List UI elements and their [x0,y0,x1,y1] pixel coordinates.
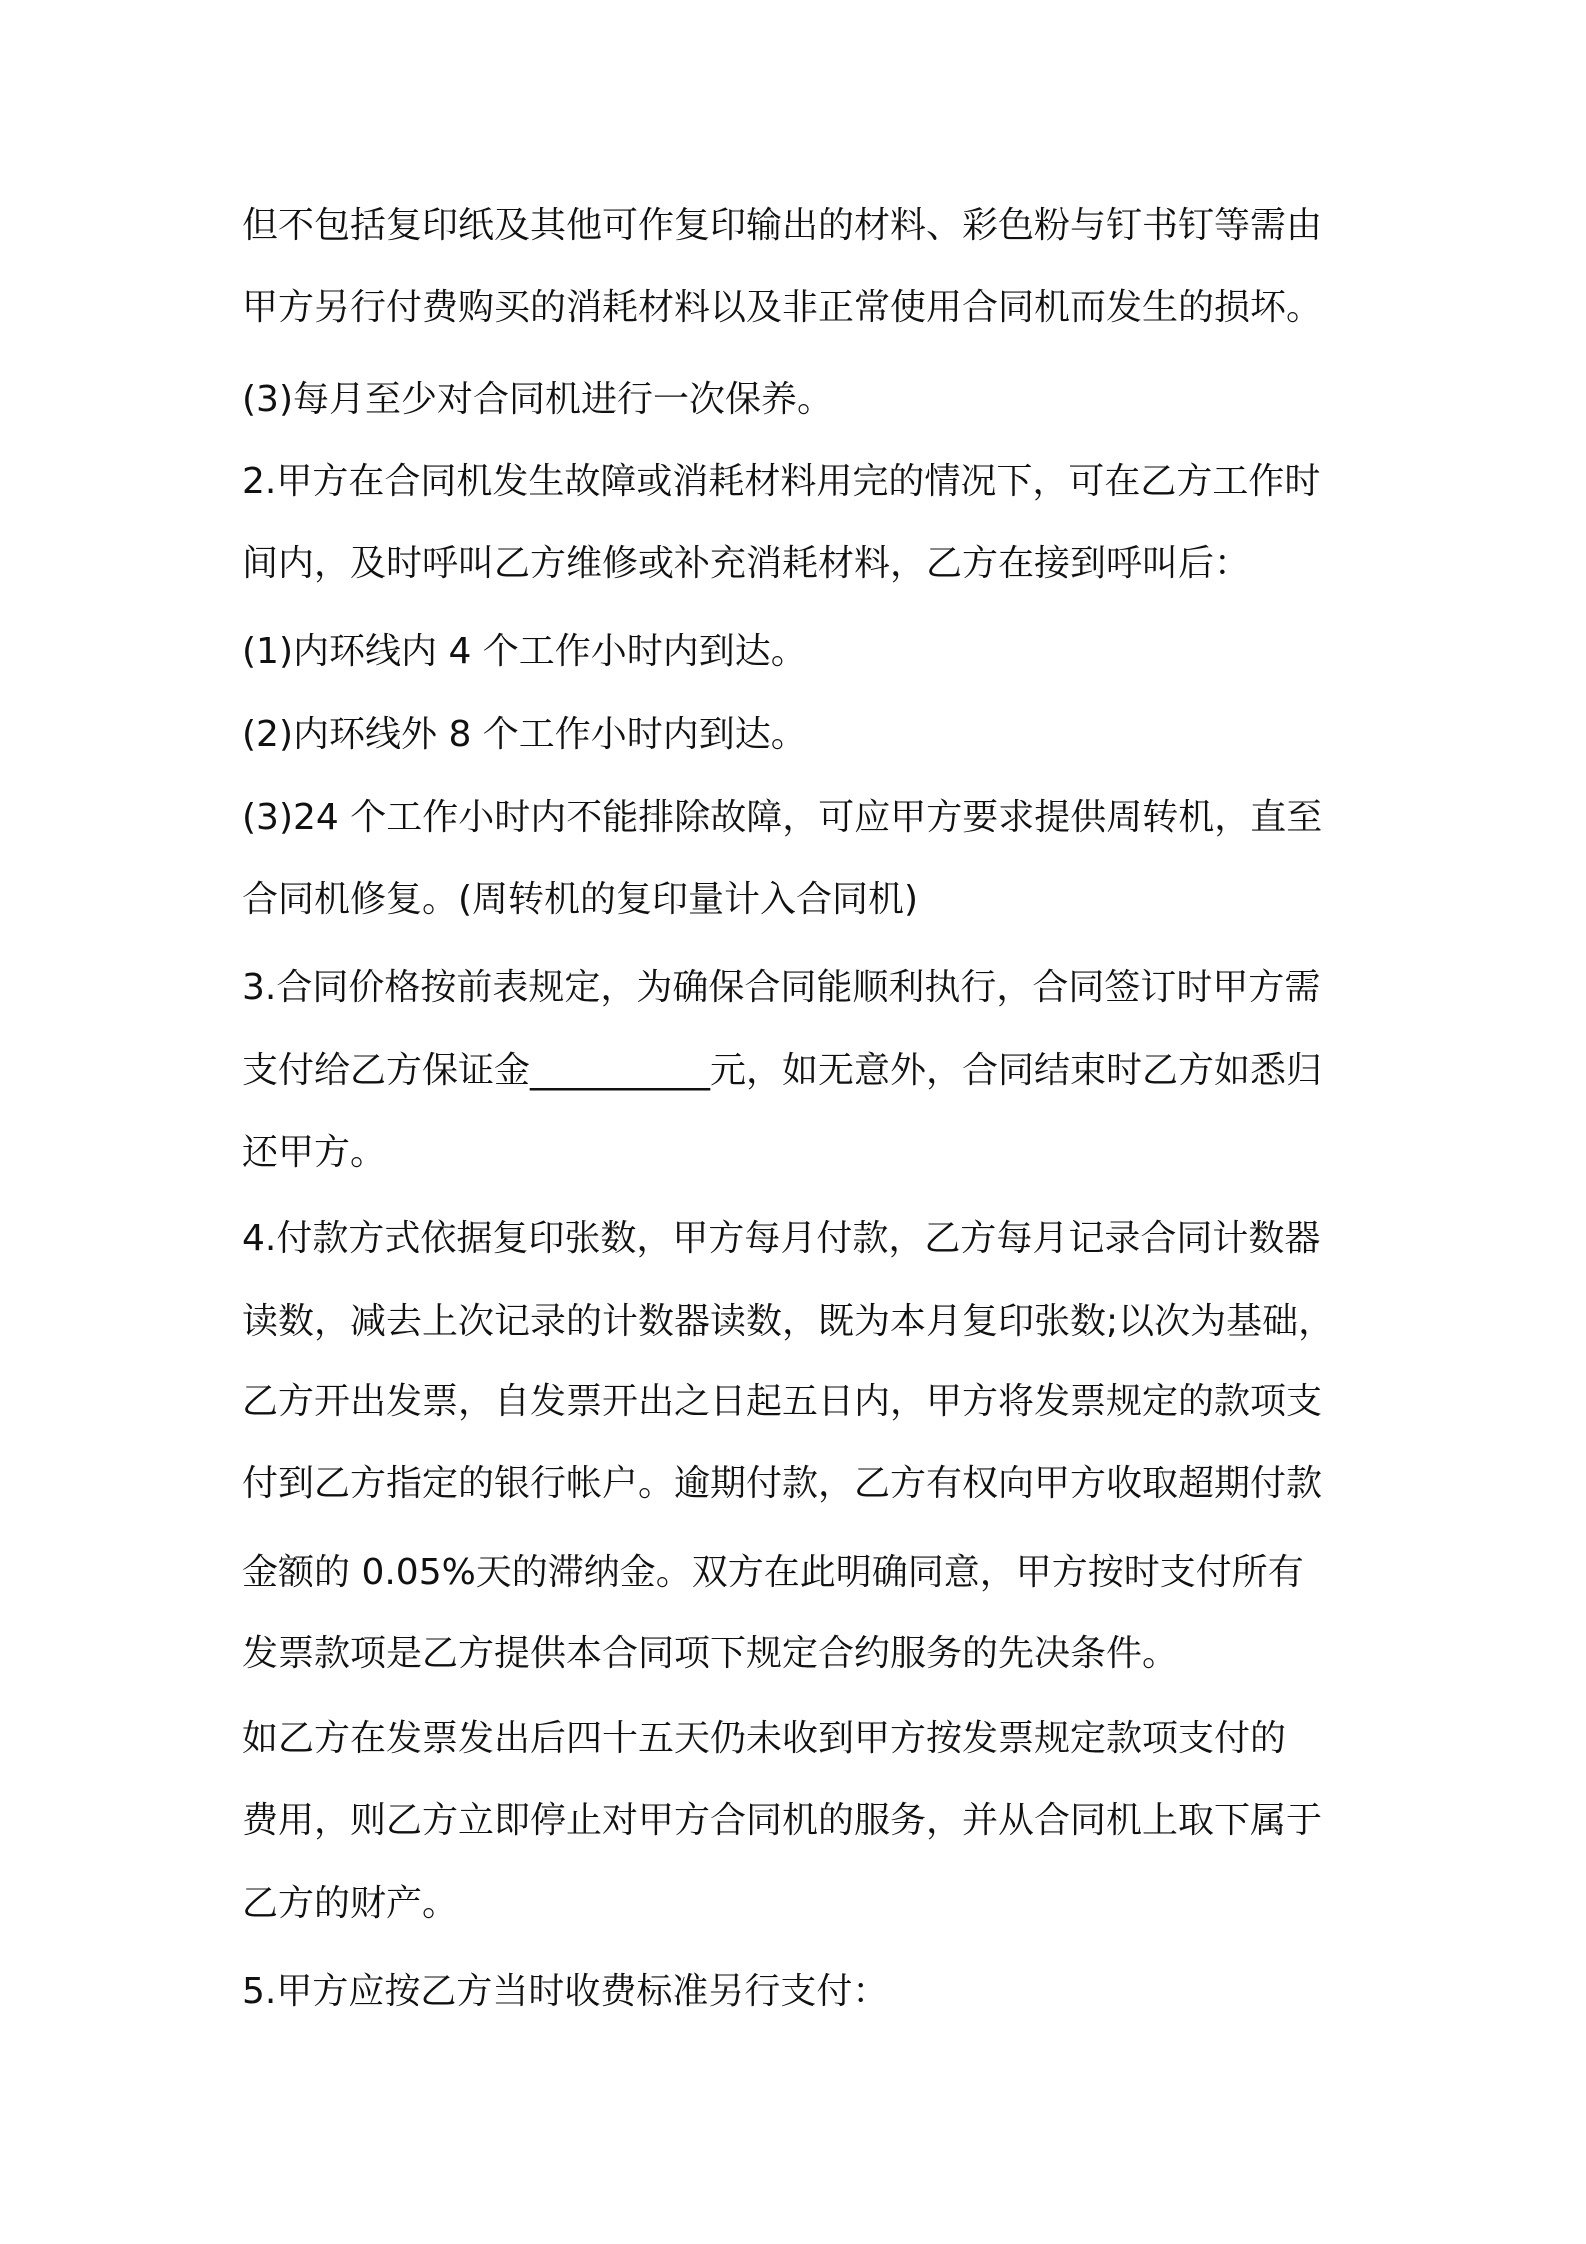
text-line: 如乙方在发票发出后四十五天仍未收到甲方按发票规定款项支付的 [242,1718,1287,1759]
text-line: 读数，减去上次记录的计数器读数，既为本月复印张数;以次为基础， [242,1301,1335,1342]
text-line: (3)每月至少对合同机进行一次保养。 [242,379,833,420]
text-line: 4.付款方式依据复印张数，甲方每月付款，乙方每月记录合同计数器 [242,1218,1321,1259]
text-line: 但不包括复印纸及其他可作复印输出的材料、彩色粉与钉书钉等需由 [242,205,1323,246]
text-line: 金额的 0.05%天的滞纳金。双方在此明确同意，甲方按时支付所有 [242,1552,1304,1593]
text-line: (2)内环线外 8 个工作小时内到达。 [242,714,807,755]
text-line: 间内，及时呼叫乙方维修或补充消耗材料，乙方在接到呼叫后： [242,543,1251,584]
text-line: 发票款项是乙方提供本合同项下规定合约服务的先决条件。 [242,1633,1179,1674]
text-line: 支付给乙方保证金__________元，如无意外，合同结束时乙方如悉归 [242,1050,1323,1091]
text-line: 合同机修复。(周转机的复印量计入合同机) [242,879,919,920]
text-line: 2.甲方在合同机发生故障或消耗材料用完的情况下，可在乙方工作时 [242,461,1321,502]
text-line: (1)内环线内 4 个工作小时内到达。 [242,631,807,672]
text-line: 费用，则乙方立即停止对甲方合同机的服务，并从合同机上取下属于 [242,1800,1323,1841]
text-line: 还甲方。 [242,1132,387,1173]
text-line: 甲方另行付费购买的消耗材料以及非正常使用合同机而发生的损坏。 [242,287,1323,328]
text-line: 乙方开出发票，自发票开出之日起五日内，甲方将发票规定的款项支 [242,1381,1323,1422]
text-line: 乙方的财产。 [242,1883,459,1924]
text-line: 3.合同价格按前表规定，为确保合同能顺利执行，合同签订时甲方需 [242,967,1321,1008]
text-line: (3)24 个工作小时内不能排除故障，可应甲方要求提供周转机，直至 [242,797,1323,838]
text-line: 付到乙方指定的银行帐户。逾期付款，乙方有权向甲方收取超期付款 [242,1463,1323,1504]
text-line: 5.甲方应按乙方当时收费标准另行支付： [242,1971,889,2012]
